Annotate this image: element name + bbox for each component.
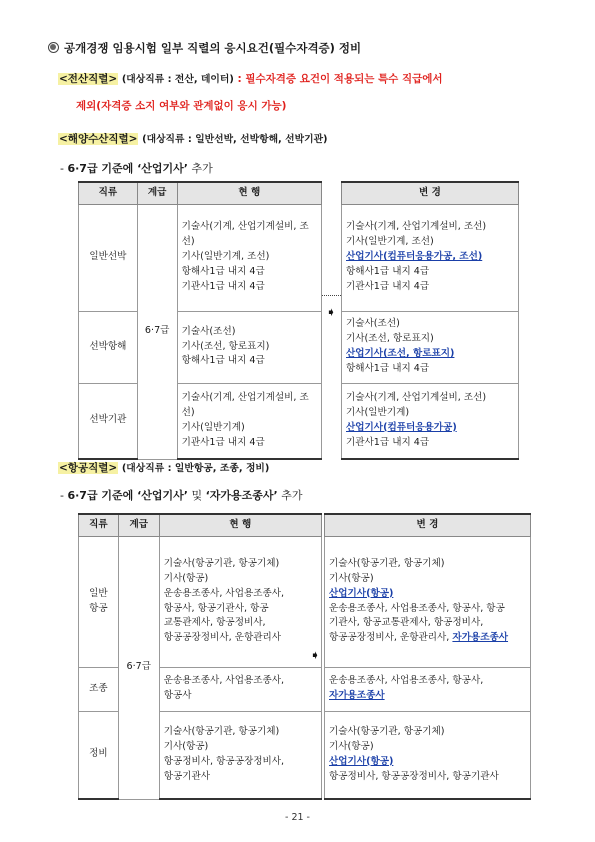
circle-bullet-icon [48, 42, 59, 53]
connector-dots [322, 295, 341, 296]
section-aviation [58, 460, 269, 475]
changed-requirements: 기술사(항공기관, 항공기체) 기사(항공) 산업기사(항공) 항공정비사, 항공공장정비사, 항공기관사 [325, 711, 531, 799]
added-qualification: 산업기사(컴퓨터응용가공) [346, 421, 457, 433]
aviation-current-table [78, 513, 322, 800]
col-header-changed: 변 경 [342, 182, 519, 204]
changed-requirements: 기술사(조선) 기사(조선, 항로표지) 산업기사(조선, 항로표지) 항해사1급 내지 4급 [342, 311, 519, 383]
grade-cell: 6·7급 [137, 204, 177, 459]
job-name: 선박항해 [79, 311, 138, 383]
marine-subheading: - 6·7급 기준에 ‘산업기사’ 추가 [60, 162, 213, 175]
right-arrow-icon: ➧ [310, 648, 321, 662]
table-row [342, 204, 519, 311]
aviation-changed-table [324, 513, 531, 800]
col-header-current: 현 행 [159, 514, 321, 536]
table-row [79, 711, 322, 799]
job-name: 일반선박 [79, 204, 138, 311]
col-header-grade: 계급 [137, 182, 177, 204]
table-row [325, 711, 531, 799]
section-tag: <전산직렬> [59, 73, 118, 85]
table-row [342, 383, 519, 459]
table-row [79, 311, 322, 383]
current-requirements: 운송용조종사, 사업용조종사, 항공사 [159, 667, 321, 711]
section-note: : 필수자격증 요건이 적용되는 특수 직급에서 [237, 73, 443, 85]
right-arrow-icon: ➧ [326, 305, 337, 319]
main-heading: 공개경쟁 임용시험 일부 직렬의 응시요건(필수자격증) 정비 [48, 40, 361, 56]
page-number: - 21 - [285, 812, 310, 823]
changed-requirements: 기술사(기계, 산업기계설비, 조선) 기사(일반기계, 조선) 산업기사(컴퓨터응용가공, 조선) 항해사1급 내지 4급 기관사1급 내지 4급 [342, 204, 519, 311]
job-name: 정비 [79, 711, 119, 799]
aviation-subheading: - 6·7급 기준에 ‘산업기사’ 및 ‘자가용조종사’ 추가 [60, 489, 303, 502]
marine-changed-table [341, 181, 519, 460]
added-qualification: 산업기사(컴퓨터응용가공, 조선) [346, 251, 483, 263]
added-qualification: 자가용조종사 [452, 632, 509, 644]
current-requirements: 기술사(항공기관, 항공기체) 기사(항공) 운송용조종사, 사업용조종사, 항공사, 항공기관사, 항공 교통관제사, 항공정비사, 항공공장정비사, 운항관리사 [159, 536, 321, 667]
job-name: 조종 [79, 667, 119, 711]
current-requirements: 기술사(항공기관, 항공기체) 기사(항공) 항공정비사, 항공공장정비사, 항공기관사 [159, 711, 321, 799]
added-qualification: 자가용조종사 [329, 690, 385, 701]
section-tag: <항공직렬> [59, 462, 118, 474]
table-row [79, 536, 322, 667]
section-tag: <해양수산직렬> [59, 133, 138, 145]
current-requirements: 기술사(기계, 산업기계설비, 조선) 기사(일반기계, 조선) 항해사1급 내지 4급 기관사1급 내지 4급 [177, 204, 321, 311]
table-row [79, 383, 322, 459]
table-row [325, 667, 531, 711]
table-row [79, 667, 322, 711]
current-requirements: 기술사(조선) 기사(조선, 항로표지) 항해사1급 내지 4급 [177, 311, 321, 383]
section-marine [58, 131, 328, 146]
section-note-line2: 제외(자격증 소지 여부와 관계없이 응시 가능) [76, 100, 287, 112]
job-name: 선박기관 [79, 383, 138, 459]
col-header-changed: 변 경 [325, 514, 531, 536]
added-qualification: 산업기사(항공) [329, 587, 394, 599]
marine-current-table [78, 181, 322, 460]
grade-cell: 6·7급 [118, 536, 159, 799]
changed-requirements: 기술사(항공기관, 항공기체) 기사(항공) 산업기사(항공) 운송용조종사, 사업용조종사, 항공사, 항공 기관사, 항공교통관제사, 항공정비사, 항공공장정비사, 운항관리사, 자가용조종사 [325, 536, 531, 667]
table-row [342, 311, 519, 383]
changed-requirements: 기술사(기계, 산업기계설비, 조선) 기사(일반기계) 산업기사(컴퓨터응용가공) 기관사1급 내지 4급 [342, 383, 519, 459]
col-header-grade: 계급 [118, 514, 159, 536]
section-condition: (대상직류 : 일반항공, 조종, 정비) [121, 463, 270, 474]
col-header-current: 현 행 [177, 182, 321, 204]
section-condition: (대상직류 : 일반선박, 선박항해, 선박기관) [142, 134, 328, 145]
current-requirements: 기술사(기계, 산업기계설비, 조선) 기사(일반기계) 기관사1급 내지 4급 [177, 383, 321, 459]
table-row [79, 204, 322, 311]
col-header-job: 직류 [79, 182, 138, 204]
table-row [325, 536, 531, 667]
changed-requirements: 운송용조종사, 사업용조종사, 항공사, 자가용조종사 [325, 667, 531, 711]
section-computing [58, 71, 443, 86]
col-header-job: 직류 [79, 514, 119, 536]
added-qualification: 산업기사(항공) [329, 755, 394, 767]
added-qualification: 산업기사(조선, 항로표지) [346, 348, 455, 359]
section-condition: (대상직류 : 전산, 데이터) [121, 74, 234, 85]
job-name: 일반 항공 [79, 536, 119, 667]
